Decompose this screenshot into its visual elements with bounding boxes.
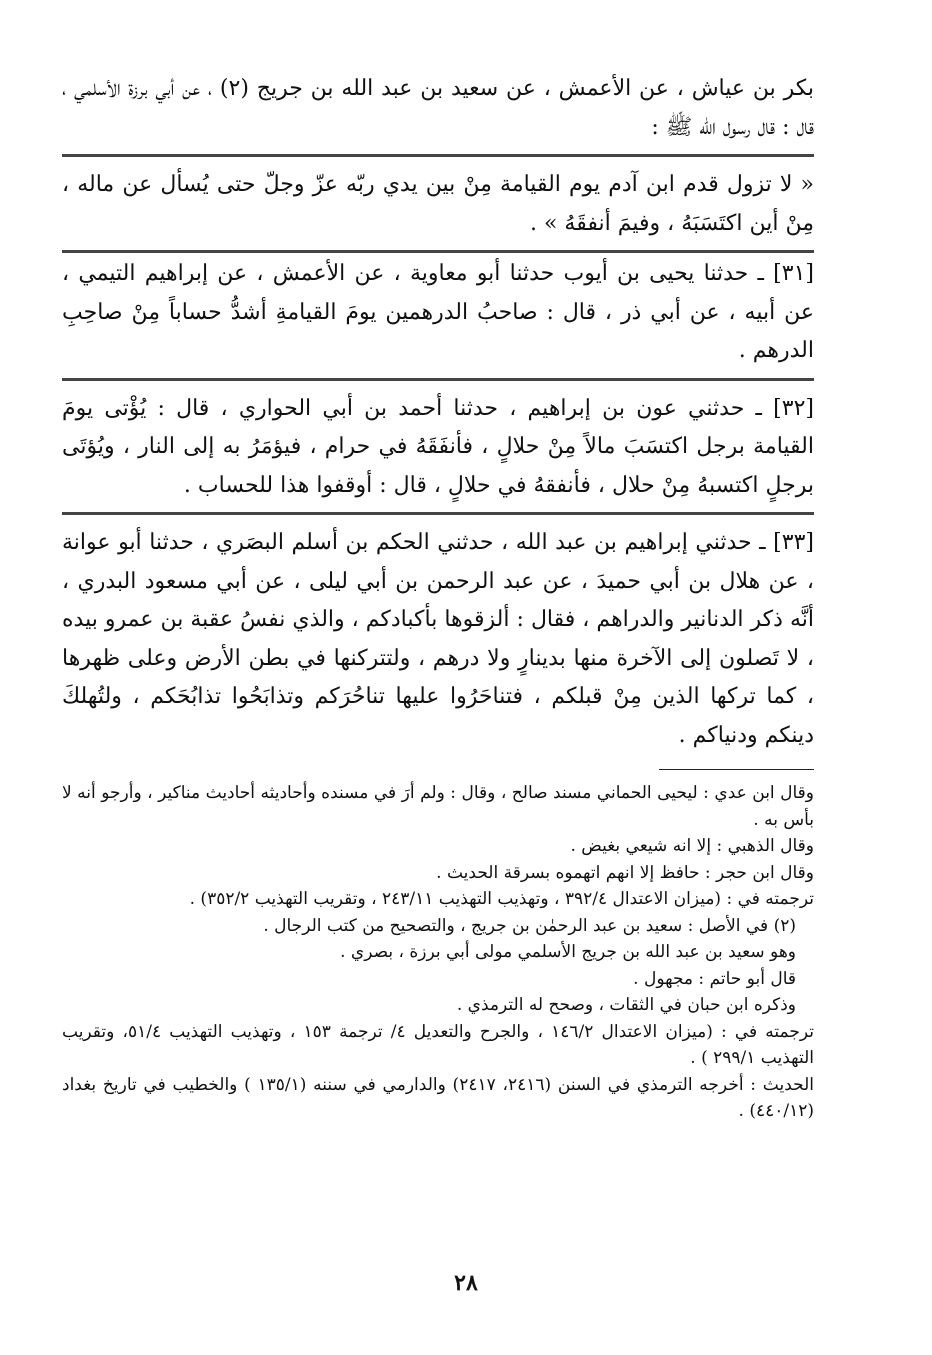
main-text	[62, 70, 814, 762]
footnote-line: ترجمته في : (ميزان الاعتدال ٣٩٢/٤ ، وتهذيب التهذيب ٢٤٣/١١ ، وتقريب التهذيب ٣٥٢/٢) .	[189, 889, 814, 909]
paragraph-33: [٣٣] ـ حدثني إبراهيم بن عبد الله ، حدثني الحكم بن أسلم البصَري ، حدثنا أبو عوانة ، عن هلال بن أبي حميدَ ، عن عبد الرحمن بن أبي ليلى ، عن أبي مسعود البدري ، أنَّه ذكر الدنانير والدراهم ، فقال : ألزقوها بأكبادكم ، والذي نفسُ عقبة بن عمرو بيده ، لا تَصلون إلى الآخرة منها بدينارٍ ولا درهم ، ولتتركنها في بطن الأرض وعلى ظهرها ، كما تركها الذين مِنْ قبلكم ، فتناحَرُوا عليها تناحُرَكم وتذابَحُوا تذابُحَكم ، ولتُهلكَ دينكم ودنياكم .	[62, 530, 814, 748]
footnotes	[62, 780, 814, 1125]
footnote-line: وقال ابن حجر : حافظ إلا انهم اتهموه بسرقة الحديث .	[436, 862, 814, 883]
page-number: ٢٨	[454, 1270, 478, 1296]
footnote-line: قال أبو حاتم : مجهول .	[633, 968, 796, 989]
footnote-hadith-source: الحديث : أخرجه الترمذي في السنن (٢٤١٦، ٢٤١٧) والدارمي في سننه (١٣٥/١ ) والخطيب في تاريخ بغداد (٤٤٠/١٢) .	[62, 1074, 814, 1121]
footnote-line: ترجمته في : (ميزان الاعتدال ١٤٦/٢ ، والجرح والتعديل ٤/ ترجمة ١٥٣ ، وتهذيب التهذيب ٥١/٤، وتقريب التهذيب ٢٩٩/١ ) .	[62, 1021, 814, 1068]
paragraph-isnad: بكر بن عياش ، عن الأعمش ، عن سعيد بن عبد الله بن جريج (٢) ، عن أبي برزة الأسلمي ، قال : قال رسول الله ﷺ :	[62, 70, 814, 157]
paragraph-32: [٣٢] ـ حدثني عون بن إبراهيم ، حدثنا أحمد بن أبي الحواري ، قال : يُؤْتى يومَ القيامة برجل اكتسَبَ مالاً مِنْ حلالٍ ، فأنفَقَهُ في حرام ، فيؤمَرُ به إلى النار ، ويُؤتَى برجلٍ اكتسبهُ مِنْ حلال ، فأنفقهُ في حلالٍ ، قال : أوقفوا هذا للحساب .	[62, 390, 814, 516]
footnote-divider	[659, 769, 814, 770]
footnote-line: وهو سعيد بن عبد الله بن جريج الأسلمي مولى أبي برزة ، بصري .	[340, 942, 796, 962]
footnote-line: وقال ابن عدي : ليحيى الحماني مسند صالح ، وقال : ولم أرَ في مسنده وأحاديثه أحاديث مناكير ، وأرجو أنه لا بأس به .	[62, 783, 814, 830]
paragraph-hadith: « لا تزول قدم ابن آدم يوم القيامة مِنْ بين يدي ربّه عزّ وجلّ حتى يُسأل عن ماله ، مِنْ أين اكتَسَبَهُ ، وفيمَ أنفقَهُ » .	[62, 166, 814, 253]
footnote-line: وقال الذهبي : إلا انه شيعي بغيض .	[570, 836, 814, 856]
book-page	[62, 70, 814, 1125]
footnote-2: (٢) في الأصل : سعيد بن عبد الرحمٰن بن جريج ، والتصحيح من كتب الرجال .	[263, 915, 796, 936]
footnote-line: وذكره ابن حبان في الثقات ، وصحح له الترمذي .	[456, 995, 796, 1015]
paragraph-31: [٣١] ـ حدثنا يحيى بن أيوب حدثنا أبو معاوية ، عن الأعمش ، عن إبراهيم التيمي ، عن أبيه ، عن أبي ذر ، قال : صاحبُ الدرهمين يومَ القيامةِ أشدُّ حساباً مِنْ صاحِبِ الدرهم .	[62, 255, 814, 381]
